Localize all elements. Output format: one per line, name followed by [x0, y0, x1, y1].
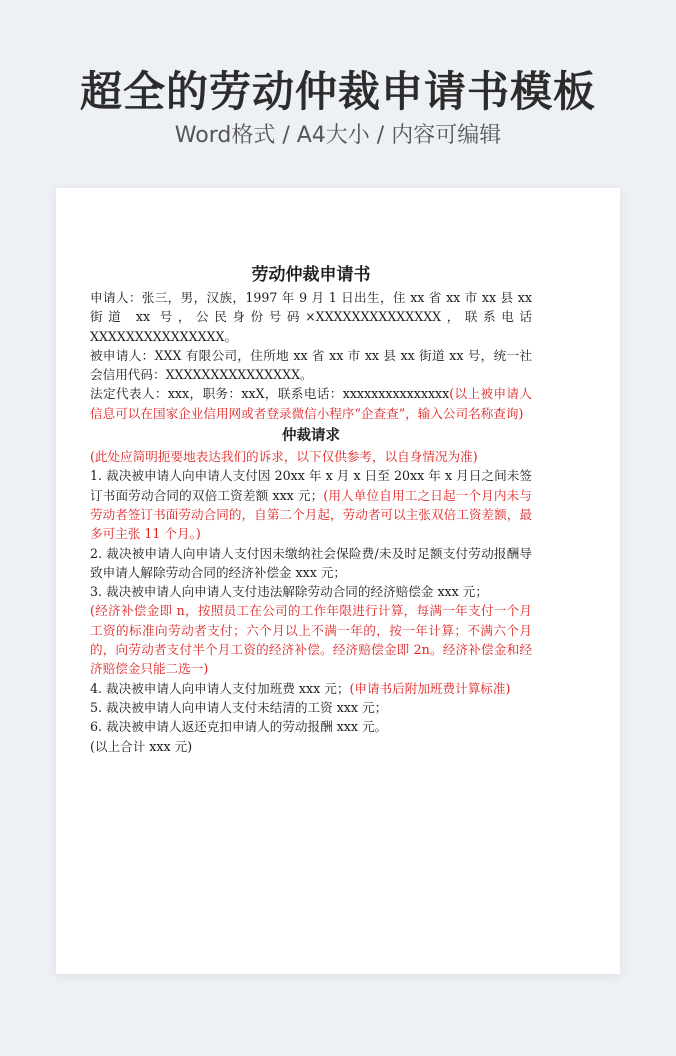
claims-intro-note: (此处应简明扼要地表达我们的诉求，以下仅供参考，以自身情况为准): [90, 449, 478, 465]
banner-subtitle: Word格式 / A4大小 / 内容可编辑: [174, 123, 502, 148]
claim-3-note: (经济补偿金即 n，按照员工在公司的工作年限进行计算，每满一年支付一个月工资的标准向劳动者支付；六个月以上不满一年的，按一年计算；不满六个月的，向劳动者支付半个月工资的经济补偿。经济赔偿金即 2n。经济补偿金和经济赔偿金只能二选一): [90, 603, 532, 677]
claim-2: 2. 裁决被申请人向申请人支付因未缴纳社会保险费/未及时足额支付劳动报酬导致申请人解除劳动合同的经济补偿金 xxx 元；: [90, 545, 532, 580]
claim-1-text: 1. 裁决被申请人向申请人支付因 20xx 年 x 月 x 日至 20xx 年 x 月日之间未签订书面劳动合同的双倍工资差额 xxx 元；: [90, 468, 532, 503]
claim-6: 6. 裁决被申请人返还克扣申请人的劳动报酬 xxx 元。: [90, 719, 388, 735]
claim-4-text: 4. 裁决被申请人向申请人支付加班费 xxx 元；: [90, 680, 350, 696]
claim-5: 5. 裁决被申请人向申请人支付未结清的工资 xxx 元；: [90, 699, 388, 715]
document-title: 劳动仲裁申请书: [251, 265, 371, 285]
legal-rep-paragraph: [90, 384, 532, 423]
respondent-paragraph: 被申请人：XXX 有限公司，住所地 xx 省 xx 市 xx 县 xx 街道 xx 号，统一社会信用代码：XXXXXXXXXXXXXXX。: [90, 347, 532, 383]
legal-rep-note: (以上被申请人信息可以在国家企业信用网或者登录微信小程序“企查查”，输入公司名称查询): [90, 386, 532, 421]
claim-4-note: (申请书后附加班费计算标准): [349, 680, 511, 696]
banner-title: 超全的劳动仲裁申请书模板: [79, 67, 596, 116]
applicant-paragraph: 申请人：张三，男，汉族，1997 年 9 月 1 日出生，住 xx 省 xx 市 xx 县 xx 街道 xx 号，公民身份号码×XXXXXXXXXXXXXX，联系电话 XXXXXXXXXXXXXXX。: [90, 290, 532, 344]
claim-4: [90, 679, 532, 698]
legal-rep-text: 法定代表人：xxx，职务：xxX，联系电话：xxxxxxxxxxxxxxx: [90, 386, 450, 402]
document-body: [90, 262, 532, 756]
claims-title: 仲裁请求: [282, 427, 340, 445]
total-line: (以上合计 xxx 元): [90, 738, 193, 754]
claim-3: 3. 裁决被申请人向申请人支付违法解除劳动合同的经济赔偿金 xxx 元；: [90, 584, 488, 600]
claim-1: [90, 466, 532, 543]
claim-1-note: (用人单位自用工之日起一个月内未与劳动者签订书面劳动合同的，自第二个月起，劳动者可以主张双倍工资差额，最多可主张 11 个月。): [90, 487, 532, 542]
